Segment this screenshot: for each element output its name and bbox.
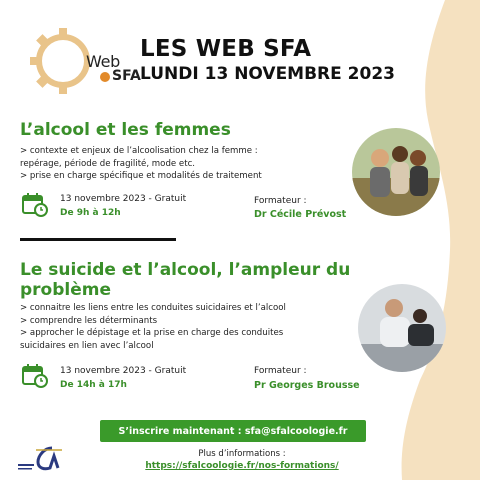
list-item: > approcher le dépistage et la prise en charge des conduites [20, 328, 284, 338]
session2-trainer-label: Formateur : [254, 366, 307, 376]
list-item: suicidaires en lien avec l’alcool [20, 340, 154, 351]
session2-title [20, 260, 350, 300]
session1-trainer-name: Dr Cécile Prévost [254, 209, 347, 220]
list-item: > comprendre les déterminants [20, 315, 158, 326]
list-item: > prise en charge spécifique et modalités de traitement [20, 171, 262, 181]
more-info-label: Plus d’informations : [198, 449, 286, 459]
logo-text-web: Web [86, 52, 120, 71]
list-item: > connaitre les liens entre les conduites suicidaires et l’alcool [20, 303, 286, 313]
logo-dot [100, 72, 110, 82]
list-item: > contexte et enjeux de l’alcoolisation chez la femme : [20, 146, 258, 156]
page-title: LES WEB SFA [140, 36, 312, 62]
session2-title-line1: Le suicide et l’alcool, l’ampleur du [20, 260, 351, 280]
list-item: repérage, période de fragilité, mode etc. [20, 158, 196, 169]
session2-photo [358, 284, 446, 372]
calendar-clock-icon [22, 193, 48, 217]
session2-time: De 14h à 17h [60, 380, 127, 390]
session1-time: De 9h à 12h [60, 208, 121, 218]
session1-photo [352, 128, 440, 216]
session1-bullets [20, 145, 262, 183]
web-sfa-logo [28, 18, 141, 102]
calendar-clock-icon [22, 364, 48, 388]
session2-title-line2: problème [20, 280, 112, 300]
session1-trainer-label: Formateur : [254, 196, 307, 206]
session1-date: 13 novembre 2023 - Gratuit [60, 194, 187, 204]
more-info-link[interactable]: https://sfalcoologie.fr/nos-formations/ [145, 461, 339, 471]
session1-title: L’alcool et les femmes [20, 120, 231, 140]
session2-bullets [20, 302, 286, 352]
section-divider [20, 238, 176, 241]
session2-date: 13 novembre 2023 - Gratuit [60, 366, 187, 376]
session2-trainer-name: Pr Georges Brousse [254, 380, 360, 391]
logo-text-sfa: SFA [112, 68, 141, 84]
event-date: LUNDI 13 NOVEMBRE 2023 [140, 64, 395, 84]
register-button[interactable]: S’inscrire maintenant : sfa@sfalcoologie.fr [100, 420, 366, 442]
